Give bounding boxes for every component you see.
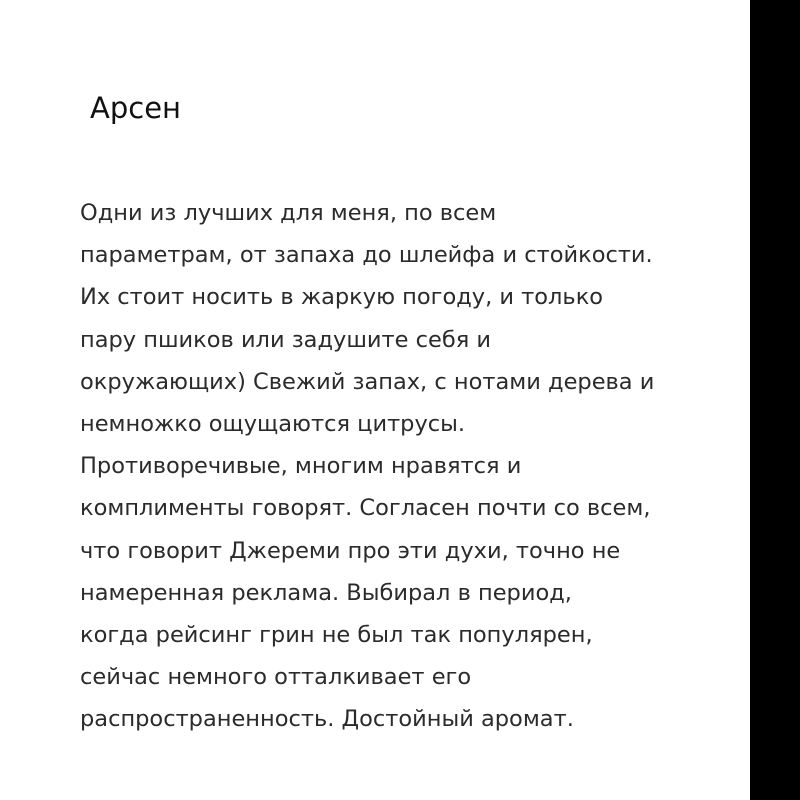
review-text: [80, 192, 740, 741]
review-text-line: пару пшиков или задушите себя и: [80, 326, 492, 353]
review-text-line: когда рейсинг грин не был так популярен,: [80, 622, 593, 649]
review-author-name: Арсен: [90, 91, 181, 125]
review-text-line: Одни из лучших для меня, по всем: [80, 200, 497, 226]
review-text-line: что говорит Джереми про эти духи, точно не: [80, 537, 621, 564]
review-text-line: окружающих) Свежий запах, с нотами дерева и: [80, 368, 655, 395]
review-text-line: параметрам, от запаха до шлейфа и стойкости.: [80, 242, 653, 269]
review-text-line: комплименты говорят. Согласен почти со всем,: [80, 495, 651, 522]
review-text-line: сейчас немного отталкивает его: [80, 664, 472, 691]
review-text-line: Противоречивые, многим нравятся и: [80, 453, 522, 480]
review-text-line: намеренная реклама. Выбирал в период,: [80, 579, 572, 606]
review-text-line: немножко ощущаются цитрусы.: [80, 411, 466, 438]
review-text-line: Их стоит носить в жаркую погоду, и только: [80, 284, 604, 311]
review-text-line: распространенность. Достойный аромат.: [80, 706, 574, 733]
